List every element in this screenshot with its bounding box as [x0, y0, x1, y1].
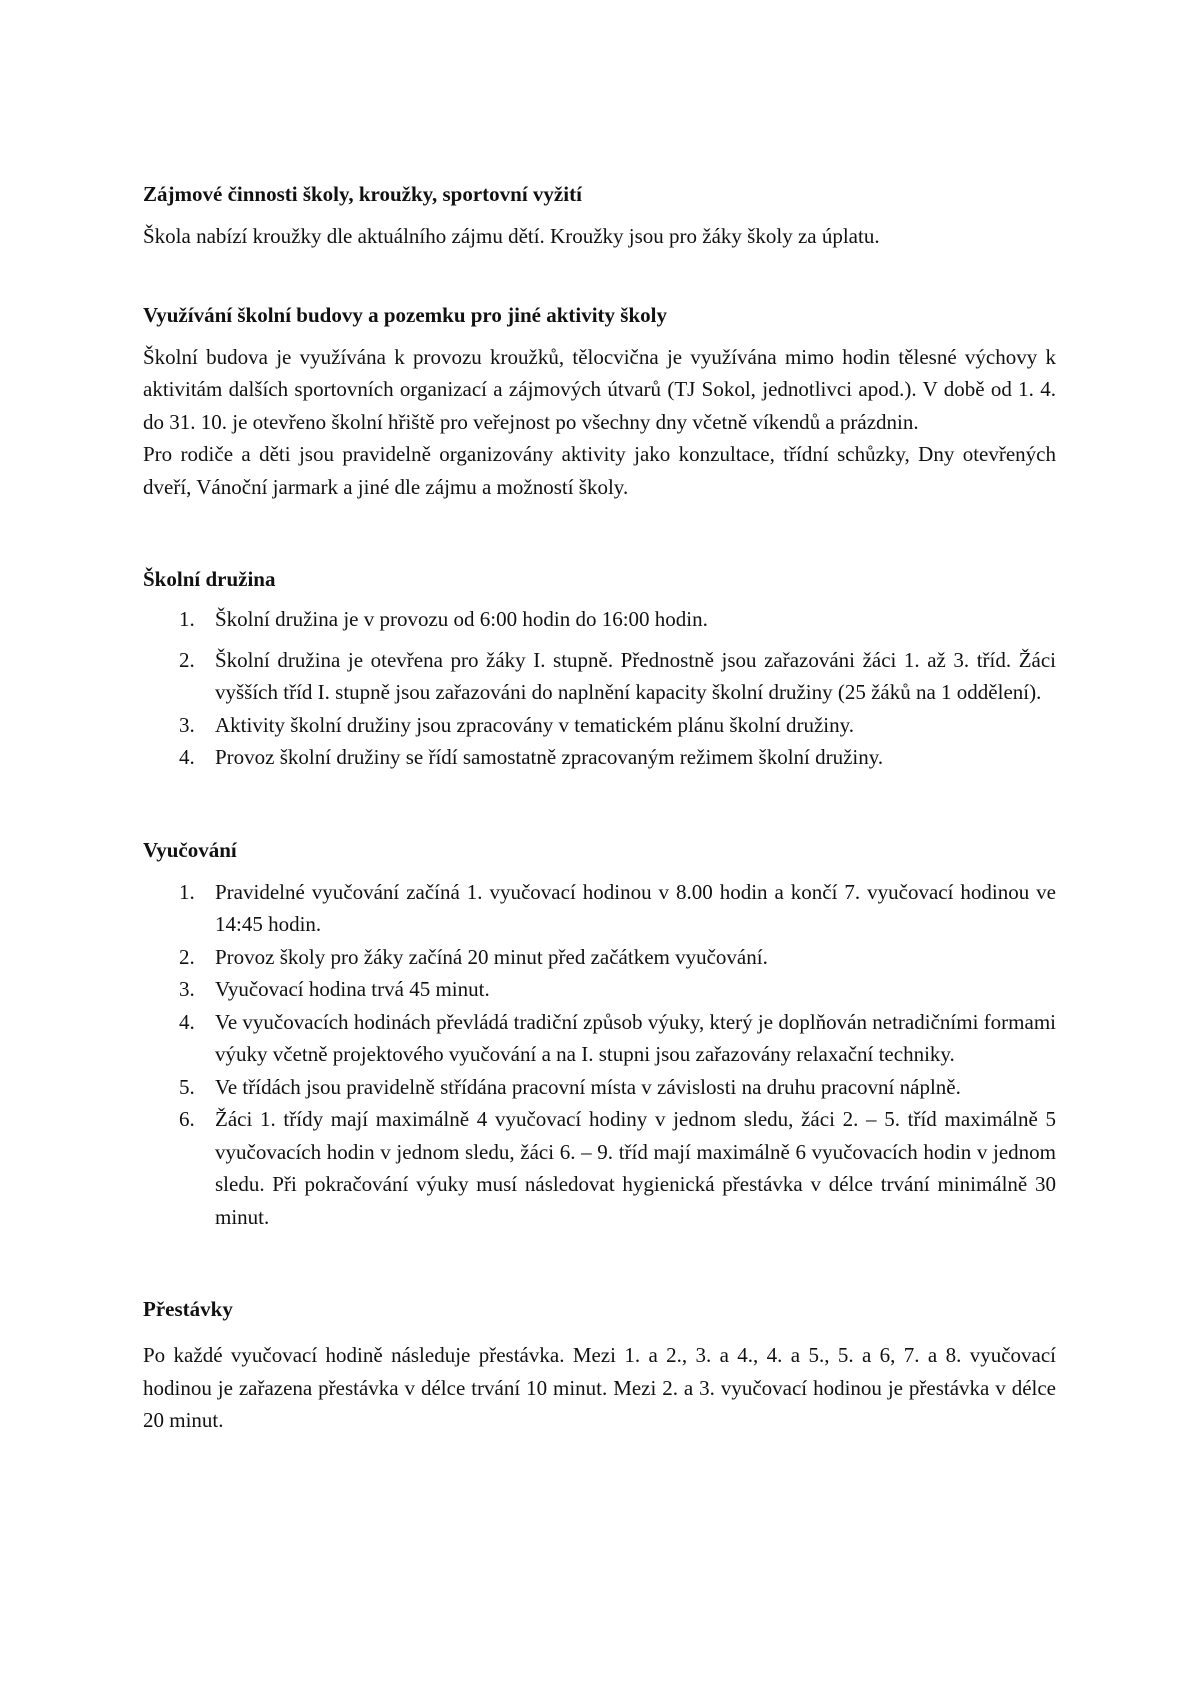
list-text: Školní družina je otevřena pro žáky I. stupně. Přednostně jsou zařazováni žáci 1. až 3. tříd. Žáci vyšších tříd I. stupně jsou zařazováni do naplnění kapacity školní družiny (25 žáků na 1 oddělení).	[215, 647, 1056, 704]
list-number: 6.	[179, 1107, 195, 1131]
list-item	[143, 741, 1056, 774]
paragraph: Školní budova je využívána k provozu kroužků, tělocvična je využívána mimo hodin tělesné výchovy k aktivitám dalších sportovních organizací a zájmových útvarů (TJ Sokol, jednotlivci apod.). V době od 1. 4. do 31. 10. je otevřeno školní hřiště pro veřejnost po všechny dny včetně víkendů a prázdnin.	[143, 344, 1056, 434]
section-vyucovani	[143, 834, 1056, 1234]
list-number: 2.	[179, 944, 195, 969]
section-heading: Využívání školní budovy a pozemku pro jiné aktivity školy	[143, 302, 667, 327]
list-number: 4.	[179, 1009, 195, 1034]
list-text: Aktivity školní družiny jsou zpracovány v tematickém plánu školní družiny.	[215, 712, 855, 737]
list-number: 3.	[179, 712, 195, 737]
numbered-list	[143, 876, 1056, 1234]
list-number: 4.	[179, 745, 195, 769]
list-text: Vyučovací hodina trvá 45 minut.	[215, 977, 490, 1001]
list-number: 2.	[179, 647, 195, 672]
section-prestavky	[143, 1293, 1056, 1437]
section-heading: Školní družina	[143, 567, 276, 591]
list-number: 1.	[179, 607, 195, 631]
spacer	[143, 1233, 1056, 1293]
list-text: Ve třídách jsou pravidelně střídána pracovní místa v závislosti na druhu pracovní náplně.	[215, 1074, 961, 1099]
list-number: 1.	[179, 879, 195, 904]
section-druzina	[143, 563, 1056, 774]
spacer	[143, 774, 1056, 834]
list-item	[143, 1006, 1056, 1071]
list-text: Provoz školní družiny se řídí samostatně zpracovaným režimem školní družiny.	[215, 745, 884, 769]
section-heading: Přestávky	[143, 1297, 233, 1321]
spacer	[143, 503, 1056, 563]
list-number: 3.	[179, 977, 195, 1001]
list-item	[143, 603, 1056, 636]
list-item	[143, 1103, 1056, 1233]
list-item	[143, 644, 1056, 709]
section-vyuzivani	[143, 299, 1056, 504]
section-zajmove	[143, 178, 1056, 253]
section-heading: Zájmové činnosti školy, kroužky, sportovní vyžití	[143, 182, 582, 206]
list-text: Ve vyučovacích hodinách převládá tradiční způsob výuky, který je doplňován netradičními formami výuky včetně projektového vyučování a na I. stupni jsou zařazovány relaxační techniky.	[215, 1009, 1056, 1066]
list-item	[143, 709, 1056, 742]
list-item	[143, 876, 1056, 941]
spacer	[143, 253, 1056, 299]
section-heading: Vyučování	[143, 837, 237, 862]
list-item	[143, 941, 1056, 974]
list-text: Žáci 1. třídy mají maximálně 4 vyučovací hodiny v jednom sledu, žáci 2. – 5. tříd maximálně 5 vyučovacích hodin v jednom sledu, žáci 6. – 9. tříd mají maximálně 6 vyučovacích hodin v jednom sledu. Při pokračování výuky musí následovat hygienická přestávka v délce trvání minimálně 30 minut.	[215, 1107, 1056, 1229]
document-page	[143, 178, 1056, 1437]
numbered-list	[143, 603, 1056, 774]
list-item	[143, 1071, 1056, 1104]
list-item	[143, 973, 1056, 1006]
list-number: 5.	[179, 1074, 195, 1099]
paragraph: Škola nabízí kroužky dle aktuálního zájmu dětí. Kroužky jsou pro žáky školy za úplatu.	[143, 224, 880, 248]
list-text: Provoz školy pro žáky začíná 20 minut před začátkem vyučování.	[215, 944, 768, 969]
list-text: Školní družina je v provozu od 6:00 hodin do 16:00 hodin.	[215, 607, 708, 631]
paragraph: Po každé vyučovací hodině následuje přestávka. Mezi 1. a 2., 3. a 4., 4. a 5., 5. a 6, 7. a 8. vyučovací hodinou je zařazena přestávka v délce trvání 10 minut. Mezi 2. a 3. vyučovací hodinou je přestávka v délce 20 minut.	[143, 1343, 1056, 1432]
paragraph: Pro rodiče a děti jsou pravidelně organizovány aktivity jako konzultace, třídní schůzky, Dny otevřených dveří, Vánoční jarmark a jiné dle zájmu a možností školy.	[143, 442, 1056, 499]
list-text: Pravidelné vyučování začíná 1. vyučovací hodinou v 8.00 hodin a končí 7. vyučovací hodinou ve 14:45 hodin.	[215, 879, 1056, 936]
